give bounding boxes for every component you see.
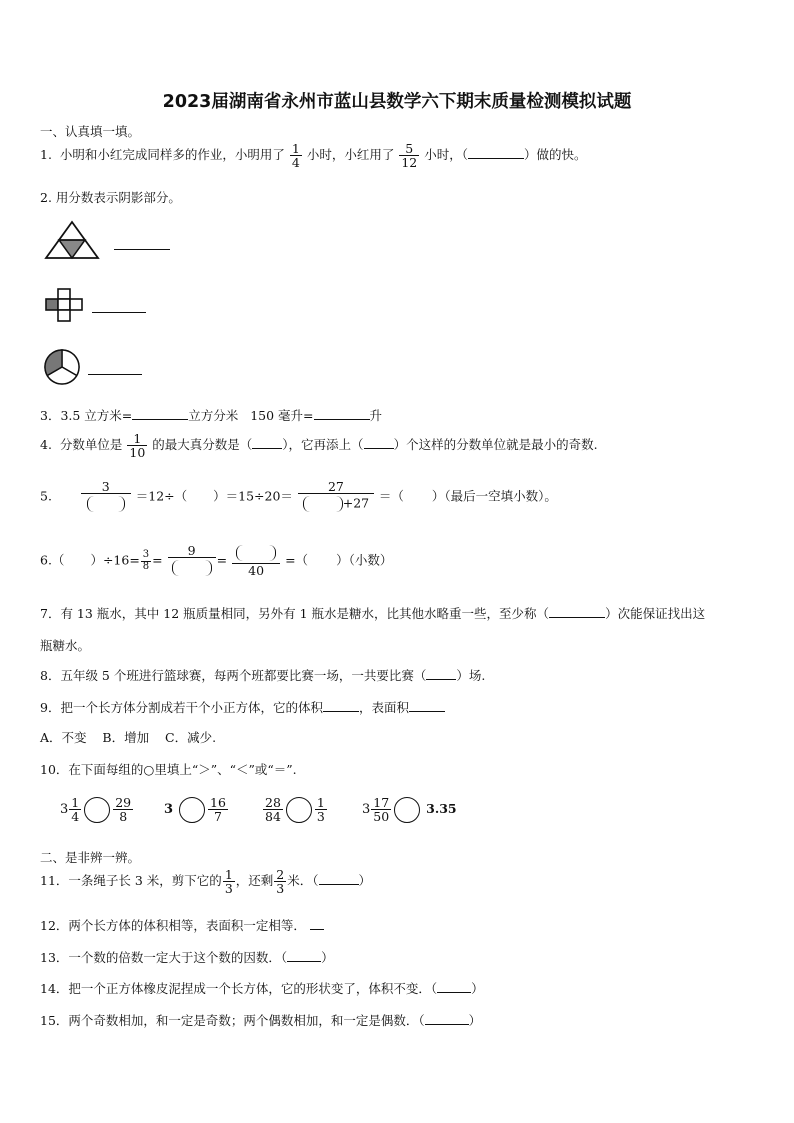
answer-blank-pie[interactable] [88, 362, 142, 375]
compare-circle[interactable] [394, 797, 420, 823]
compare-group-2: 3 $\frac{16}{7}$ [164, 795, 226, 825]
compare-group-1: 3 $\frac{1}{4}$ $\frac{29}{8}$ [60, 795, 132, 825]
triangle-figure [44, 220, 100, 260]
question-8: 8．五年级 5 个班进行篮球赛，每两个班都要比赛一场，一共要比赛（ ）场. [40, 668, 486, 683]
compare-circle[interactable] [84, 797, 110, 823]
question-10: 10．在下面每组的○里填上“＞”、“＜”或“＝”. [40, 762, 297, 777]
answer-blank-cross[interactable] [92, 300, 146, 313]
section-heading-1: 一、认真填一填。 [40, 124, 141, 139]
question-2: 2. 用分数表示阴影部分。 [40, 190, 181, 205]
answer-blank[interactable] [468, 146, 524, 159]
fraction-1-4: $\frac{1}{4}$ [291, 141, 300, 171]
pie-figure [42, 348, 82, 386]
question-11: 11．一条绳子长 3 米，剪下它的 $\frac{1}{3}$ ，还剩 $\frac{2}{3}$ 米．（ ） [40, 867, 372, 897]
question-4: 4. 分数单位是 $\frac{1}{10}$ 的最大真分数是（ ），它再添上（ ）个这样的分数单位就是最小的奇数. [40, 431, 598, 461]
answer-blank-triangle[interactable] [114, 237, 170, 250]
page-title: 2023届湖南省永州市蓝山县数学六下期末质量检测模拟试题 [162, 92, 632, 112]
question-12: 12．两个长方体的体积相等，表面积一定相等． [40, 916, 324, 934]
question-3: 3．3.5 立方米= 立方分米 150 毫升= 升 [40, 408, 383, 423]
question-9-options: A．不变 B．增加 C．减少. [40, 730, 217, 745]
question-5: 5. 3 ＝12÷（ ）＝15÷20＝ $\frac{27}{+27}$ ＝（ ）（最后一空填小数）。 [40, 480, 557, 514]
cross-figure [44, 287, 86, 323]
compare-circle[interactable] [179, 797, 205, 823]
compare-circle[interactable] [286, 797, 312, 823]
compare-group-4: 3 $\frac{17}{50}$ 3.35 [362, 795, 457, 825]
question-6: 6.（ ）÷16= $\frac{3}{8}$ = 9 = 40 =（ ）（小数） [40, 543, 393, 578]
question-1: 1. 小明和小红完成同样多的作业，小明用了 $\frac{1}{4}$ 小时，小红用了 $\frac{5}{12}$ 小时，（ ）做的快。 [40, 141, 587, 171]
question-13: 13．一个数的倍数一定大于这个数的因数．（ ） [40, 950, 334, 965]
fraction-5-12: $\frac{5}{12}$ [401, 141, 418, 171]
question-14: 14．把一个正方体橡皮泥捏成一个长方体，它的形状变了，体积不变．（ ） [40, 981, 484, 996]
question-7-cont: 瓶糖水。 [40, 638, 91, 653]
question-9: 9．把一个长方体分割成若干个小正方体，它的体积 ，表面积 [40, 698, 445, 716]
section-heading-2: 二、是非辨一辨。 [40, 850, 141, 865]
compare-group-3: $\frac{28}{84}$ $\frac{1}{3}$ [265, 795, 325, 825]
question-7: 7．有 13 瓶水，其中 12 瓶质量相同，另外有 1 瓶水是糖水，比其他水略重一些，至少称（ ）次能保证找出这 [40, 606, 706, 621]
question-15: 15．两个奇数相加，和一定是奇数；两个偶数相加，和一定是偶数．（ ） [40, 1013, 482, 1028]
